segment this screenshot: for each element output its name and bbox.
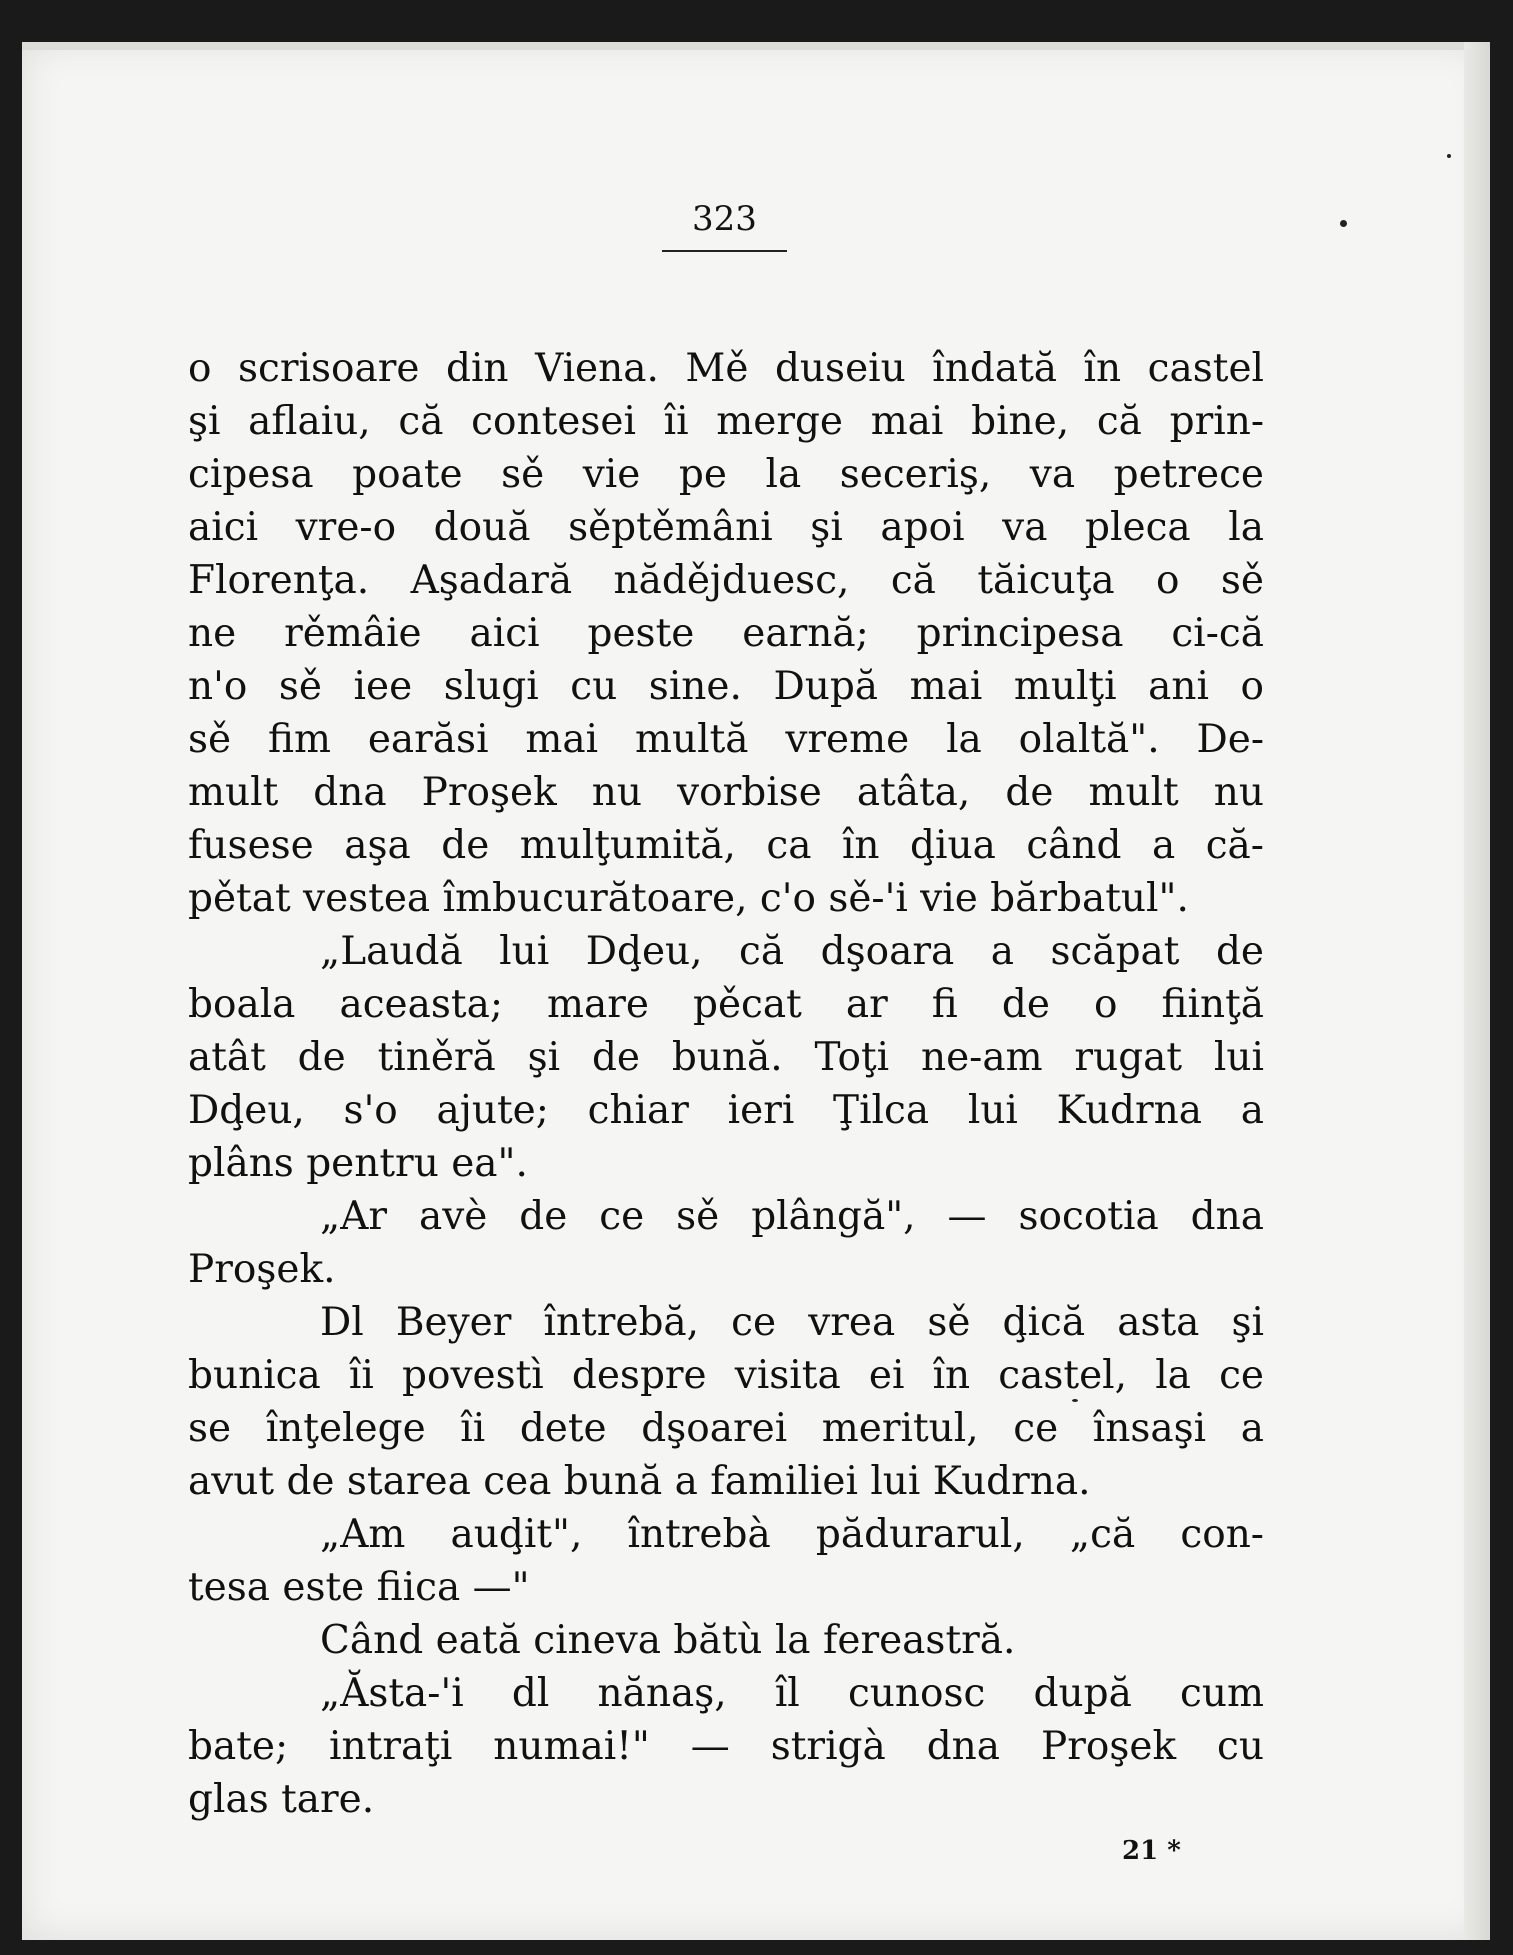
text-line: bate; intraţi numai!" — strigà dna Proşek cu — [188, 1724, 1264, 1769]
text-line: bunica îi povestì despre visita ei în castel, la ce — [188, 1353, 1264, 1398]
text-line: „Ar avè de ce sě plângă", — socotia dna — [320, 1194, 1264, 1239]
page-number-rule — [662, 250, 787, 252]
text-line: boala aceasta; mare pěcat ar fi de o fiinţă — [188, 982, 1264, 1027]
text-line: se înţelege îi dete dşoarei meritul, ce însaşi a — [188, 1406, 1264, 1451]
text-line: Dḑeu, s'o ajute; chiar ieri Ţilca lui Kudrna a — [188, 1088, 1264, 1133]
text-line: şi aflaiu, că contesei îi merge mai bine, că prin- — [188, 399, 1264, 444]
scan-speck — [1340, 220, 1347, 227]
text-line: n'o sě iee slugi cu sine. După mai mulţi ani o — [188, 664, 1264, 709]
text-line: atât de tiněră şi de bună. Toţi ne-am rugat lui — [188, 1035, 1264, 1080]
text-line: mult dna Proşek nu vorbise atâta, de mult nu — [188, 770, 1264, 815]
text-line: Florenţa. Aşadară nădějduesc, că tăicuţa o sě — [188, 558, 1264, 603]
text-line: pětat vestea îmbucurătoare, c'o sě-'i vie bărbatul". — [188, 876, 1189, 921]
signature-mark: 21 * — [1122, 1836, 1181, 1866]
page-right-edge — [1464, 42, 1490, 1940]
body-text — [188, 342, 1264, 1826]
scan-speck — [1447, 154, 1451, 158]
text-line: o scrisoare din Viena. Mě duseiu îndată în castel — [188, 346, 1264, 391]
book-page — [22, 42, 1490, 1940]
page-top-edge — [22, 42, 1490, 50]
text-line: plâns pentru ea". — [188, 1141, 528, 1186]
scan-speck — [1072, 1399, 1078, 1402]
text-line: „Ăsta-'i dl nănaş, îl cunosc după cum — [320, 1671, 1264, 1716]
text-line: sě fim earăsi mai multă vreme la olaltă". De- — [188, 717, 1264, 762]
text-line: ne rěmâie aici peste earnă; principesa ci-că — [188, 611, 1264, 656]
text-line: fusese aşa de mulţumită, ca în ḑiua când a că- — [188, 823, 1264, 868]
text-line: Dl Beyer întrebă, ce vrea sě ḑică asta şi — [320, 1300, 1264, 1345]
text-line: Proşek. — [188, 1247, 336, 1292]
text-line: „Am auḑit", întrebà pădurarul, „că con- — [320, 1512, 1264, 1557]
text-line: cipesa poate sě vie pe la seceriş, va petrece — [188, 452, 1264, 497]
text-line: tesa este fiica —" — [188, 1565, 530, 1610]
page-number: 323 — [692, 199, 757, 239]
text-line: „Laudă lui Dḑeu, că dşoara a scăpat de — [320, 929, 1264, 974]
text-line: glas tare. — [188, 1777, 375, 1822]
text-line: aici vre-o două sěptěmâni şi apoi va pleca la — [188, 505, 1264, 550]
text-line: avut de starea cea bună a familiei lui Kudrna. — [188, 1459, 1091, 1504]
text-line: Când eată cineva bătù la fereastră. — [320, 1618, 1016, 1663]
